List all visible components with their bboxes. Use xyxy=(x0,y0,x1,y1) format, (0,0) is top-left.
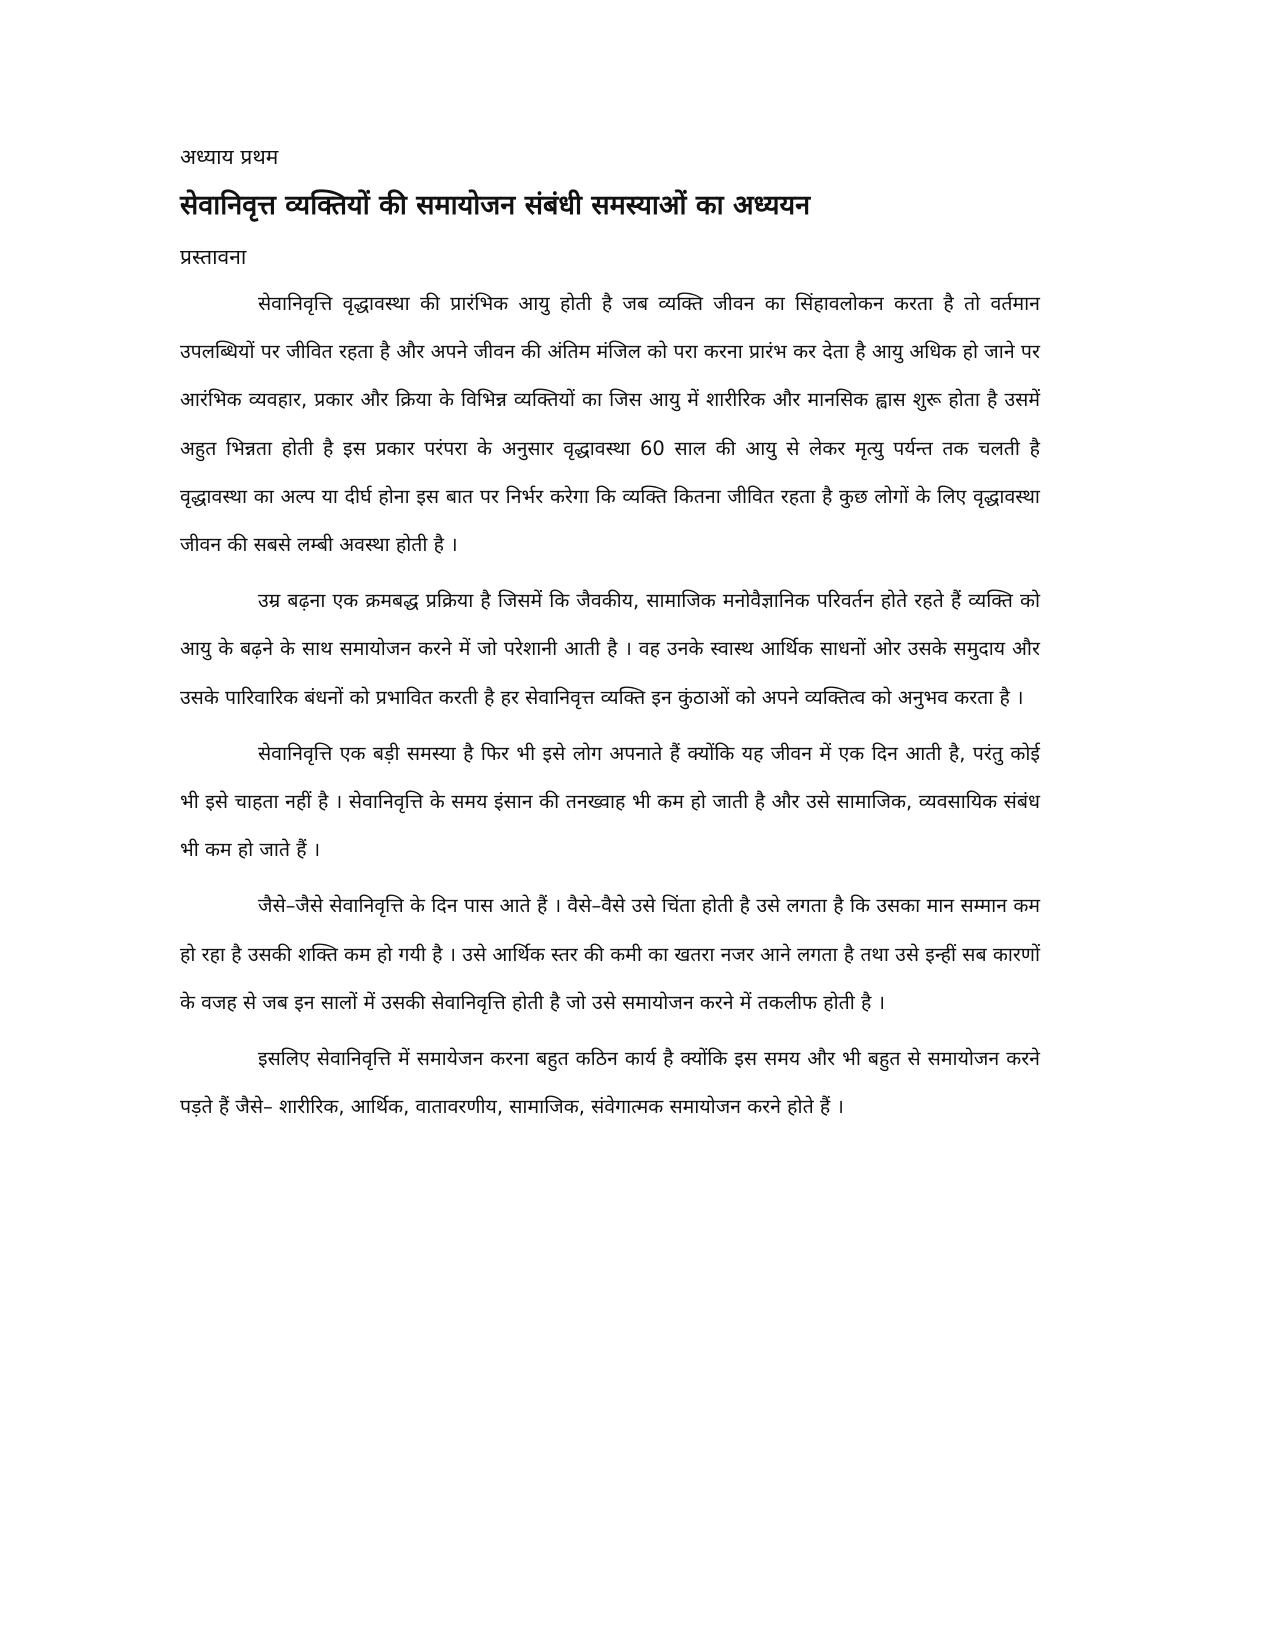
document-page xyxy=(180,140,1040,1139)
section-heading: प्रस्तावना xyxy=(180,245,247,269)
paragraph-5: इसलिए सेवानिवृत्ति में समायेजन करना बहुत कठिन कार्य है क्योंकि इस समय और भी बहुत से समायोजन करने पड़ते हैं जैसे– शारीरिक, आर्थिक, वातावरणीय, सामाजिक, संवेगात्मक समायोजन करने होते हैं । xyxy=(180,1047,1040,1119)
document-title: सेवानिवृत्त व्यक्तियों की समायोजन संबंधी समस्याओं का अध्ययन xyxy=(180,190,811,221)
paragraph-1: सेवानिवृत्ति वृद्धावस्था की प्रारंभिक आयु होती है जब व्यक्ति जीवन का सिंहावलोकन करता है तो वर्तमान उपलब्धियों पर जीवित रहता है और अपने जीवन की अंतिम मंजिल को परा करना प्रारंभ कर देता है आयु अधिक हो जाने पर आरंभिक व्यवहार, प्रकार और क्रिया के विभिन्न व्यक्तियों का जिस आयु में शारीरिक और मानसिक ह्वास शुरू होता है उसमें अहुत भिन्नता होती है इस प्रकार परंपरा के अनुसार वृद्धावस्था 60 साल की आयु से लेकर मृत्यु पर्यन्त तक चलती है वृद्धावस्था का अल्प या दीर्घ होना इस बात पर निर्भर करेगा कि व्यक्ति कितना जीवित रहता है कुछ लोगों के लिए वृद्धावस्था जीवन की सबसे लम्बी अवस्था होती है । xyxy=(180,292,1040,557)
chapter-label: अध्याय प्रथम xyxy=(180,145,279,169)
paragraph-4: जैसे–जैसे सेवानिवृत्ति के दिन पास आते हैं । वैसे–वैसे उसे चिंता होती है उसे लगता है कि उसका मान सम्मान कम हो रहा है उसकी शक्ति कम हो गयी है । उसे आर्थिक स्तर की कमी का खतरा नजर आने लगता है तथा उसे इन्हीं सब कारणों के वजह से जब इन सालों में उसकी सेवानिवृत्ति होती है जो उसे समायोजन करने में तकलीफ होती है । xyxy=(180,894,1040,1014)
paragraph-2: उम्र बढ़ना एक क्रमबद्ध प्रक्रिया है जिसमें कि जैवकीय, सामाजिक मनोवैज्ञानिक परिवर्तन होते रहते हैं व्यक्ति को आयु के बढ़ने के साथ समायोजन करने में जो परेशानी आती है । वह उनके स्वास्थ आर्थिक साधनों ओर उसके समुदाय और उसके पारिवारिक बंधनों को प्रभावित करती है हर सेवानिवृत्त व्यक्ति इन कुंठाओं को अपने व्यक्तित्व को अनुभव करता है । xyxy=(180,589,1040,709)
paragraph-3: सेवानिवृत्ति एक बड़ी समस्या है फिर भी इसे लोग अपनाते हैं क्योंकि यह जीवन में एक दिन आती है, परंतु कोई भी इसे चाहता नहीं है । सेवानिवृत्ति के समय इंसान की तनख्वाह भी कम हो जाती है और उसे सामाजिक, व्यवसायिक संबंध भी कम हो जाते हैं । xyxy=(180,741,1040,862)
